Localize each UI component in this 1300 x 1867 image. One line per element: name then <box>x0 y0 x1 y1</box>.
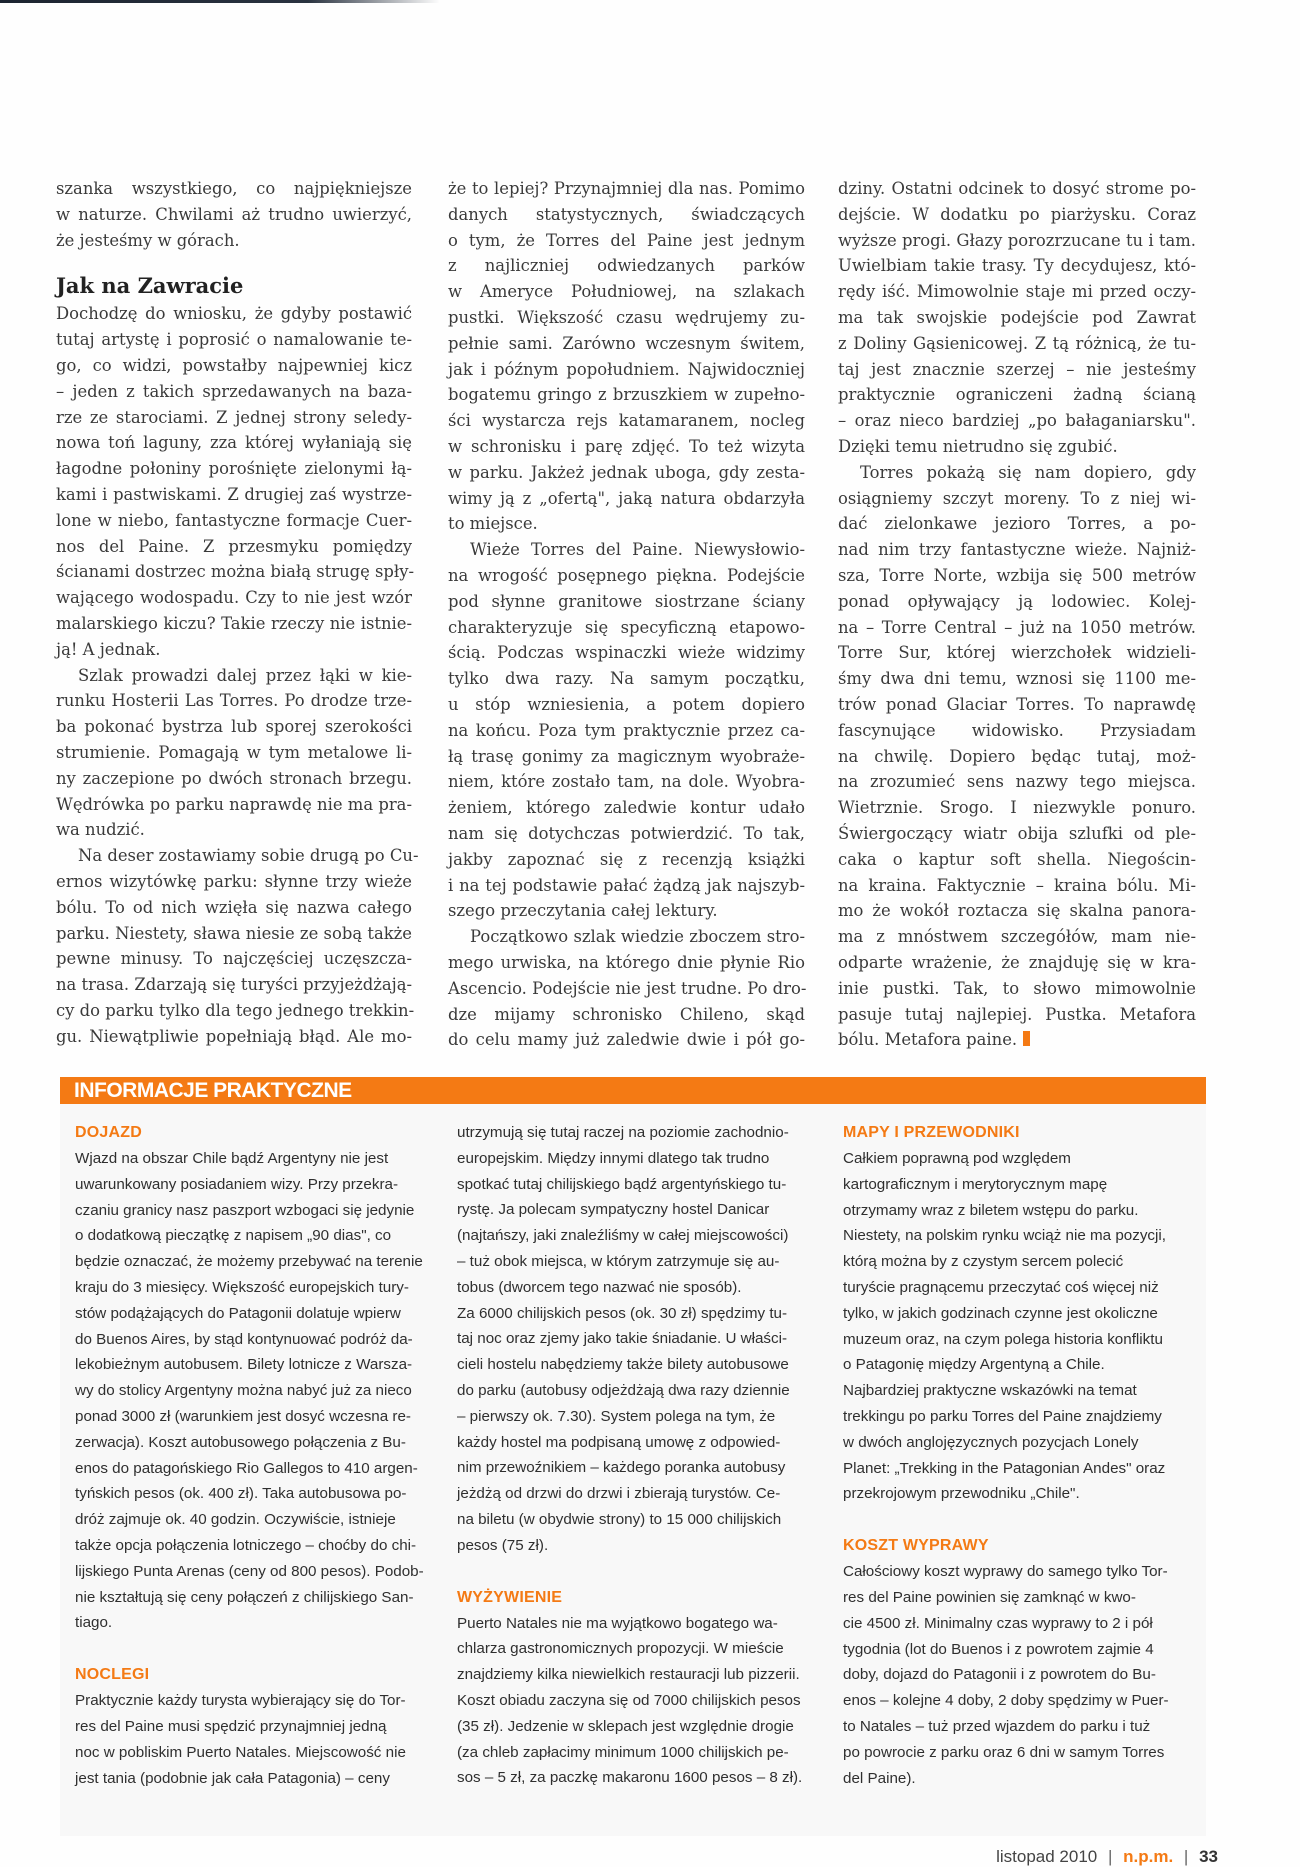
text-line: na wrogość posępnego piękna. Podejście <box>448 565 805 585</box>
text-line: w parku. Jakżeż jednak uboga, gdy zesta- <box>448 462 805 482</box>
paragraph <box>448 924 805 1053</box>
text-line: w schronisku i parę zdjęć. To też wizyta <box>448 436 805 456</box>
paragraph <box>56 663 412 844</box>
section-heading-noclegi: NOCLEGI <box>75 1666 150 1684</box>
text-line: bólu. To od nich wzięła się nazwa całego <box>56 897 412 917</box>
text-line: tylko dwa razy. Na samym początku, <box>448 669 805 689</box>
text-line: trekkingu po parku Torres del Paine znajdziemy <box>843 1407 1162 1425</box>
text-line: pesos (75 zł). <box>457 1536 549 1554</box>
text-line: tobus (dworcem tego nazwać nie sposób). <box>457 1278 742 1296</box>
text-line: którą można by z czystym sercem polecić <box>843 1253 1124 1271</box>
text-line: każdy hostel ma podpisaną umowę z odpowied- <box>457 1433 781 1451</box>
issue-date: listopad 2010 <box>996 1847 1098 1866</box>
text-line: zerwacja). Koszt autobusowego połączenia z Bu- <box>75 1433 406 1451</box>
text-line: wyższe progi. Głazy porozrzucane tu i tam. <box>838 230 1196 250</box>
text-line: do parku (autobusy odjeżdżają dwa razy dziennie <box>457 1381 790 1399</box>
text-line: caka o kaptur soft shella. Niegościn- <box>838 849 1196 869</box>
section-text-koszt <box>843 1559 1203 1791</box>
text-line: Za 6000 chilijskich pesos (ok. 30 zł) spędzimy tu- <box>457 1304 788 1322</box>
text-line: śmy dwa dni temu, wznosi się 1100 me- <box>838 669 1196 689</box>
text-line: europejskim. Między innymi dlatego tak trudno <box>457 1149 770 1167</box>
text-line: go, co widzi, powstałby najpewniej kicz <box>56 355 412 375</box>
article-column-1 <box>56 176 419 1050</box>
text-line: taj noc oraz zjemy jako takie śniadanie. U właści- <box>457 1330 788 1348</box>
section-heading-dojazd: DOJAZD <box>75 1124 142 1141</box>
text-line: kartograficznym i merytorycznym mapę <box>843 1175 1108 1193</box>
text-line: Wieże Torres del Paine. Niewysłowio- <box>470 540 805 560</box>
footer-separator: | <box>1107 1847 1113 1866</box>
section-text-mapy <box>843 1146 1203 1507</box>
text-line: ba pokonać bystrza lub sporej szerokości <box>56 717 412 737</box>
text-line: Puerto Natales nie ma wyjątkowo bogatego wa- <box>457 1614 778 1632</box>
text-line: Niestety, na polskim rynku wciąż nie ma pozycji, <box>843 1227 1166 1245</box>
text-line: Szlak prowadzi dalej przez łąki w kie- <box>78 665 412 685</box>
text-line: na końcu. Poza tym praktycznie przez ca- <box>448 720 805 740</box>
info-column-1 <box>75 1120 435 1791</box>
page-top-edge <box>0 0 440 3</box>
text-line: malarskiego kiczu? Takie rzeczy nie istnie- <box>56 613 412 633</box>
text-line: kraju do 3 miesięcy. Większość europejskich tury- <box>75 1278 409 1296</box>
text-line: – oraz nieco bardziej „po bałaganiarsku". <box>838 411 1196 431</box>
text-line: – jeden z takich sprzedawanych na baza- <box>56 381 412 401</box>
text-line: uwarunkowany posiadaniem wizy. Przy przekra- <box>75 1175 399 1193</box>
text-line: u stóp wzniesienia, a potem dopiero <box>448 694 805 714</box>
text-line: ścią. Podczas wspinaczki wieże widzimy <box>448 643 805 663</box>
text-line: chlarza gastronomicznych propozycji. W mieście <box>457 1640 784 1658</box>
text-line: pustki. Większość czasu wędrujemy zu- <box>448 307 805 327</box>
text-line: dejście. W dodatku po piarżysku. Coraz <box>838 204 1196 224</box>
text-line: nowa toń laguny, zza której wyłaniają się <box>56 433 412 453</box>
text-line: osiągniemy szczyt moreny. To z niej wi- <box>838 488 1196 508</box>
text-line: bogatemu gringo z brzuszkiem w zupełno- <box>448 385 805 405</box>
text-line: ny zaczepione po dwóch stronach brzegu. <box>56 768 412 788</box>
text-line: rystę. Ja polecam sympatyczny hostel Danicar <box>457 1201 770 1219</box>
text-line: szanka wszystkiego, co najpiękniejsze <box>56 179 412 198</box>
text-line: Planet: „Trekking in the Patagonian Andes" oraz <box>843 1459 1166 1477</box>
text-line: noc w pobliskim Puerto Natales. Miejscowość nie <box>75 1743 406 1761</box>
text-line: na biletu (w obydwie strony) to 15 000 chilijskich <box>457 1510 782 1528</box>
text-line: lone w niebo, fantastyczne formacje Cuer- <box>56 510 412 530</box>
text-line: Wjazd na obszar Chile bądź Argentyny nie jest <box>75 1150 389 1167</box>
text-line: tygodnia (lot do Buenos i z powrotem zajmie 4 <box>843 1640 1154 1658</box>
text-line: kami i pastwiskami. Z drugiej zaś wystrze- <box>56 484 412 504</box>
text-line: Początkowo szlak wiedzie zboczem stro- <box>470 927 805 947</box>
text-line: (za chleb zapłacimy minimum 1000 chilijskich pe- <box>457 1743 789 1761</box>
magazine-brand: n.p.m. <box>1123 1847 1174 1866</box>
text-line: dze mijamy schronisko Chileno, skąd <box>448 1004 805 1024</box>
text-line: Uwielbiam takie trasy. Ty decydujesz, któ- <box>838 256 1196 276</box>
text-line: Na deser zostawiamy sobie drugą po Cu- <box>78 846 419 866</box>
text-line: (35 zł). Jedzenie w sklepach jest względnie drogie <box>457 1717 794 1735</box>
text-line: lijskiego Punta Arenas (ceny od 800 pesos). Podob- <box>75 1562 424 1580</box>
text-line: Dzięki temu nietrudno się zgubić. <box>838 436 1118 456</box>
info-box-header-bar <box>60 1077 1206 1104</box>
section-heading-wyzywienie: WYŻYWIENIE <box>457 1588 563 1606</box>
text-line: inie pustki. Tak, to słowo mimowolnie <box>838 978 1196 998</box>
text-line: jeżdżą od drzwi do drzwi i zbierają turystów. Ce- <box>457 1485 781 1503</box>
text-line: sza, Torre Norte, wzbija się 500 metrów <box>838 565 1196 585</box>
text-line: pełnie sami. Zarówno wczesnym świtem, <box>448 333 805 353</box>
section-text-noclegi-continued <box>457 1120 817 1559</box>
text-line: Torre Sur, której wierzchołek widzieli- <box>838 643 1196 663</box>
text-line: tiago. <box>75 1614 113 1632</box>
text-line: Torres pokażą się nam dopiero, gdy <box>860 462 1196 482</box>
text-line: dróż zajmuje ok. 40 godzin. Oczywiście, istnieje <box>75 1511 396 1529</box>
info-column-3 <box>843 1120 1203 1791</box>
text-line: do Buenos Aires, by stąd kontynuować podróż da- <box>75 1330 413 1348</box>
text-line: runku Hosterii Las Torres. Po drodze trze- <box>56 691 412 711</box>
text-line: także opcja połączenia lotniczego – choćby do chi- <box>75 1536 417 1554</box>
text-line: gu. Niewątpliwie popełniają błąd. Ale mo- <box>56 1026 412 1046</box>
paragraph <box>56 843 419 1049</box>
text-line: tylko, w jakich godzinach czynne jest okoliczne <box>843 1304 1158 1322</box>
text-line: z Doliny Gąsienicowej. Z tą różnicą, że tu- <box>838 333 1196 353</box>
text-line: Całościowy koszt wyprawy do samego tylko Tor- <box>843 1563 1168 1581</box>
text-line: żeniem, którego zaledwie kontur udało <box>448 798 805 818</box>
text-line: że to lepiej? Przynajmniej dla nas. Pomimo <box>448 179 805 198</box>
paragraph <box>56 301 415 662</box>
text-line: utrzymują się tutaj raczej na poziomie zachodnio- <box>457 1124 789 1141</box>
text-line: że jesteśmy w górach. <box>56 230 240 250</box>
text-line: charakteryzuje się specyficzną etapowo- <box>448 617 805 637</box>
text-line: cie 4500 zł. Minimalny czas wyprawy to 2 i pół <box>843 1614 1153 1632</box>
text-line: turyście pragnącemu przeczytać coś więcej niż <box>843 1278 1159 1296</box>
text-line: ją! A jednak. <box>56 639 161 659</box>
text-line: del Paine). <box>843 1769 916 1787</box>
text-line: mego urwiska, na którego dnie płynie Rio <box>448 952 805 972</box>
footer-separator: | <box>1183 1847 1189 1866</box>
text-line: dziny. Ostatni odcinek to dosyć strome po- <box>838 179 1196 198</box>
text-line: trów ponad Glaciar Torres. To naprawdę <box>838 694 1196 714</box>
text-line: czaniu granicy nasz paszport wzbogaci się jedynie <box>75 1201 415 1219</box>
text-line: wającego wodospadu. Czy to nie jest wzór <box>56 588 412 608</box>
text-line: taj jest znacznie szerzej – nie jesteśmy <box>838 359 1196 379</box>
text-line: stów podążających do Patagonii dolatuje wpierw <box>75 1304 401 1322</box>
text-line: bólu. Metafora paine. <box>838 1027 1196 1053</box>
text-line: danych statystycznych, świadczących <box>448 204 805 224</box>
text-line: res del Paine musi spędzić przynajmniej jedną <box>75 1717 387 1735</box>
text-line: znajdziemy kilka niewielkich restauracji lub pizzerii. <box>457 1666 800 1684</box>
text-line: łagodne połoniny porośnięte zielonymi łą- <box>56 459 412 479</box>
text-line: tutaj artystę i poprosić o namalowanie te- <box>56 330 412 350</box>
text-line: pewne minusy. To najczęściej uczęszcza- <box>56 949 412 969</box>
text-line: Wietrznie. Srogo. I niezwykle ponuro. <box>838 798 1196 818</box>
text-line: Koszt obiadu zaczyna się od 7000 chilijskich pesos <box>457 1691 801 1709</box>
text-line: pasuje tutaj najlepiej. Pustka. Metafora <box>838 1004 1196 1024</box>
text-line: Ascencio. Podejście nie jest trudne. Po dro- <box>448 978 807 998</box>
text-line: nim przewoźnikiem – każdego poranka autobusy <box>457 1459 786 1477</box>
text-line: Świergoczący wiatr obija szlufki od ple- <box>838 823 1196 843</box>
text-line: enos – kolejne 4 doby, 2 doby spędzimy w Puer- <box>843 1692 1169 1710</box>
text-line: doby, dojazd do Patagonii i z powrotem do Bu- <box>843 1666 1156 1684</box>
text-line: nad nim trzy fantastyczne wieże. Najniż- <box>838 540 1196 560</box>
paragraph <box>838 460 1196 1053</box>
text-line: będzie oznaczać, że możemy przebywać na terenie <box>75 1253 423 1271</box>
text-line: ponad opływający ją lodowiec. Kolej- <box>838 591 1196 611</box>
text-line: dać zielonkawe jezioro Torres, a po- <box>838 514 1196 534</box>
text-line: praktycznie ograniczeni żadną ścianą <box>838 385 1196 405</box>
text-line: Najbardziej praktyczne wskazówki na temat <box>843 1382 1137 1400</box>
text-line: przekrojowym przewodniku „Chile". <box>843 1485 1080 1503</box>
text-line: muzeum oraz, na czym polega historia konfliktu <box>843 1330 1163 1348</box>
paragraph <box>448 537 805 924</box>
text-line: – tuż obok miejsca, w którym zatrzymuje się au- <box>457 1252 780 1270</box>
paragraph <box>448 176 805 537</box>
text-line: to miejsce. <box>448 514 538 534</box>
text-line: jakby zapoznać się z recenzją książki <box>448 849 805 869</box>
text-line: cieli hostelu nabędziemy także bilety autobusowe <box>457 1356 789 1374</box>
text-line: z najliczniej odwiedzanych parków <box>448 256 805 276</box>
info-column-2 <box>457 1120 817 1791</box>
text-line: pod słynne granitowe siostrzane ściany <box>448 591 805 611</box>
text-line: lekobieżnym autobusem. Bilety lotnicze z Warsza- <box>75 1356 413 1374</box>
text-line: ma z mnóstwem szczegółów, mam nie- <box>838 927 1196 947</box>
section-subheading: Jak na Zawracie <box>56 273 244 299</box>
text-line: w Ameryce Południowej, na szlakach <box>448 282 805 302</box>
text-line: rędy iść. Mimowolnie staje mi przed oczy- <box>838 282 1196 302</box>
text-line: jak i późnym popołudniem. Najwidoczniej <box>448 359 805 379</box>
section-heading-koszt: KOSZT WYPRAWY <box>843 1537 989 1555</box>
text-line: mo że wokół roztacza się skalna panora- <box>838 901 1196 921</box>
text-line: otrzymamy wraz z biletem wstępu do parku. <box>843 1201 1139 1219</box>
text-line: ma tak swojskie podejście pod Zawrat <box>838 307 1196 327</box>
page-footer <box>996 1847 1218 1867</box>
section-heading-mapy: MAPY I PRZEWODNIKI <box>843 1124 1020 1141</box>
text-line: wy do stolicy Argentyny można nabyć już za nieco <box>75 1382 412 1400</box>
text-line: odparte wrażenie, że znajduję się w kra- <box>838 952 1196 972</box>
text-line: ernos wizytówkę parku: słynne trzy wieże <box>56 871 412 891</box>
section-text-wyzywienie <box>457 1611 817 1792</box>
article-column-3 <box>838 176 1196 1053</box>
text-line: strumienie. Pomagają w tym metalowe li- <box>56 742 412 762</box>
text-line: łą trasę gonimy za magicznym wyobraże- <box>448 746 805 766</box>
text-line: nam się dotychczas potwierdzić. To tak, <box>448 823 805 843</box>
text-line: parku. Niestety, sława niesie ze sobą także <box>56 923 412 943</box>
text-line: na zrozumieć sens nazwy tego miejsca. <box>838 772 1196 792</box>
paragraph <box>838 176 1196 460</box>
text-line: o dodatkową pieczątkę z napisem „90 dias", co <box>75 1227 392 1245</box>
text-line: o tym, że Torres del Paine jest jednym <box>448 230 805 250</box>
intro-paragraph <box>56 176 412 253</box>
text-line: na kraina. Faktycznie – kraina bólu. Mi- <box>838 875 1196 895</box>
text-line: sos – 5 zł, za paczkę makaronu 1600 pesos – 8 zł). <box>457 1769 803 1787</box>
text-line: wa nudzić. <box>56 820 145 840</box>
text-line: po powrocie z parku oraz 6 dni w samym Torres <box>843 1743 1165 1761</box>
section-text-noclegi <box>75 1688 435 1791</box>
text-line: Całkiem poprawną pod względem <box>843 1150 1071 1167</box>
article-end-mark-icon <box>1023 1031 1030 1046</box>
text-line: Praktycznie każdy turysta wybierający się do Tor- <box>75 1692 406 1710</box>
text-line: wimy ją z „ofertą", jaką natura obdarzyła <box>448 488 805 508</box>
text-line: ścianami dostrzec można białą strugę spły- <box>56 562 415 582</box>
text-line: w dwóch anglojęzycznych pozycjach Lonely <box>843 1433 1139 1451</box>
text-line: (najtańszy, jaki znaleźliśmy w całej miejscowości) <box>457 1227 789 1245</box>
section-text-dojazd <box>75 1146 435 1636</box>
text-line: tyńskich pesos (ok. 400 zł). Taka autobusowa po- <box>75 1485 407 1503</box>
text-line: res del Paine powinien się zamknąć w kwo- <box>843 1588 1136 1606</box>
text-line: na trasa. Zdarzają się turyści przyjeżdżają- <box>56 975 413 995</box>
text-line: cy do parku tylko dla tego jednego trekkin- <box>56 1000 415 1020</box>
text-line: w naturze. Chwilami aż trudno uwierzyć, <box>56 204 412 224</box>
text-line: – pierwszy ok. 7.30). System polega na tym, że <box>457 1407 776 1425</box>
text-line: Dochodzę do wniosku, że gdyby postawić <box>56 304 412 324</box>
text-line: na – Torre Central – już na 1050 metrów. <box>838 617 1196 637</box>
article-column-2 <box>448 176 805 1053</box>
text-line: niem, które zostało tam, na dole. Wyobra- <box>448 772 805 792</box>
text-line: Wędrówka po parku naprawdę nie ma pra- <box>56 794 412 814</box>
text-line: nos del Paine. Z przesmyku pomiędzy <box>56 536 412 556</box>
text-line: szego przeczytania całej lektury. <box>448 901 718 921</box>
text-line: ponad 3000 zł (warunkiem jest dosyć wczesna re- <box>75 1407 411 1425</box>
text-line: jest tania (podobnie jak cała Patagonia) – ceny <box>75 1769 390 1787</box>
text-line: ści wystarcza rejs katamaranem, nocleg <box>448 411 805 431</box>
text-line: do celu mamy już zaledwie dwie i pół go- <box>448 1030 805 1050</box>
text-line: i na tej podstawie pałać żądzą jak najszyb- <box>448 875 805 895</box>
text-line: nie kształtują się ceny połączeń z chilijskiego San- <box>75 1588 414 1606</box>
text-line: rze ze starociami. Z jednej strony seledy- <box>56 407 412 427</box>
text-line: o Patagonię między Argentyną a Chile. <box>843 1356 1105 1374</box>
text-line: spotkać tutaj chilijskiego bądź argentyńskiego tu- <box>457 1175 787 1193</box>
info-box-title: INFORMACJE PRAKTYCZNE <box>74 1079 352 1102</box>
text-line: fascynujące widowisko. Przysiadam <box>838 720 1196 740</box>
text-line: to Natales – tuż przed wjazdem do parku i tuż <box>843 1717 1151 1735</box>
text-line: na chwilę. Dopiero będąc tutaj, moż- <box>838 746 1196 766</box>
page-number: 33 <box>1199 1847 1218 1866</box>
text-line: enos do patagońskiego Rio Gallegos to 410 argen- <box>75 1459 418 1477</box>
